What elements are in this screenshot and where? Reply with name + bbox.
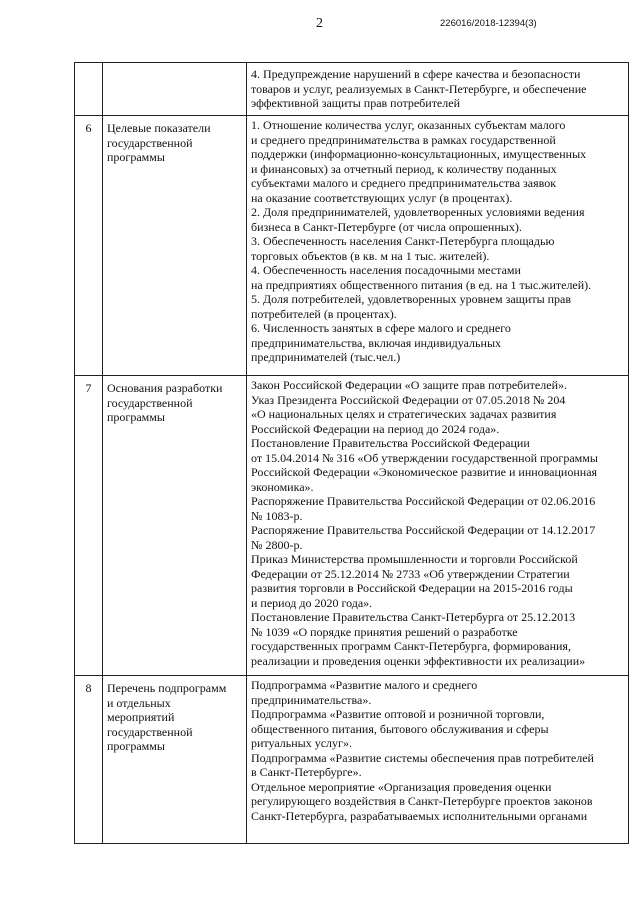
table-row-development-grounds — [75, 376, 629, 676]
row-content-line: 4. Обеспеченность населения посадочными местами — [251, 263, 521, 277]
table-row-continuation — [75, 63, 629, 116]
row-content-line: Указ Президента Российской Федерации от 07.05.2018 № 204 — [251, 392, 566, 407]
row-content-line: в Санкт-Петербурге». — [251, 765, 362, 779]
program-passport-table — [74, 62, 629, 844]
row-content-line: реализации и проведения оценки эффективности их реализации» — [251, 653, 586, 668]
row-content-cell — [247, 63, 629, 116]
row-content-line: и среднего предпринимательства в рамках государственной — [251, 132, 556, 147]
row-content-line: 4. Предупреждение нарушений в сфере качества и безопасности — [251, 67, 581, 81]
row-content-line: бизнеса в Санкт-Петербурге (от числа опрошенных). — [251, 219, 522, 234]
row-content-line: предпринимательства». — [251, 692, 372, 707]
row-number-cell: 6 — [75, 116, 103, 376]
row-name-line: программы — [107, 739, 165, 753]
row-content-line: эффективной защиты прав потребителей — [251, 96, 460, 110]
row-content-line: от 15.04.2014 № 316 «Об утверждении государственной программы — [251, 450, 598, 465]
row-content-line: на предприятиях общественного питания (в ед. на 1 тыс.жителей). — [251, 277, 592, 292]
row-content-line: Федерации от 25.12.2014 № 2733 «Об утверждении Стратегии — [251, 566, 570, 581]
row-name-line: мероприятий — [107, 710, 175, 724]
row-content-line: государственных программ Санкт-Петербурга, формирования, — [251, 639, 571, 653]
row-content-line: 3. Обеспеченность населения Санкт-Петербурга площадью — [251, 234, 555, 248]
row-content-line: № 2800-р. — [251, 537, 303, 552]
row-content-line: субъектами малого и среднего предпринимательства заявок — [251, 176, 557, 190]
row-content-line: 6. Численность занятых в сфере малого и среднего — [251, 321, 511, 335]
row-content-line: Российской Федерации «Экономическое развитие и инновационная — [251, 465, 598, 479]
row-content-line: Российской Федерации на период до 2024 года». — [251, 421, 500, 436]
row-content-line: развития торговли в Российской Федерации на 2015-2016 годы — [251, 581, 573, 595]
row-name-cell — [103, 63, 247, 116]
table-row-target-indicators — [75, 116, 629, 376]
row-number-cell — [75, 63, 103, 116]
row-name-cell — [103, 376, 247, 676]
row-name-line: Перечень подпрограмм — [107, 681, 227, 695]
row-content-line: Подпрограмма «Развитие малого и среднего — [251, 678, 478, 692]
row-content-line: Закон Российской Федерации «О защите прав потребителей». — [251, 378, 567, 392]
row-content-line: ритуальных услуг». — [251, 736, 352, 750]
row-number-cell: 8 — [75, 676, 103, 844]
table-row-subprograms-list — [75, 676, 629, 844]
row-content-line: потребителей (в процентах). — [251, 306, 397, 321]
row-content-line: Санкт-Петербурга, разрабатываемых исполнительными органами — [251, 808, 588, 823]
row-name-line: и отдельных — [107, 695, 171, 710]
document-code: 226016/2018-12394(3) — [440, 18, 537, 29]
row-content-line: «О национальных целях и стратегических задачах развития — [251, 407, 557, 421]
row-content-line: товаров и услуг, реализуемых в Санкт-Петербурге, и обеспечение — [251, 81, 587, 96]
row-content-cell — [247, 116, 629, 376]
row-content-line: Подпрограмма «Развитие системы обеспечения прав потребителей — [251, 750, 594, 765]
row-name-line: государственной — [107, 724, 193, 739]
row-content-line: Подпрограмма «Развитие оптовой и розничной торговли, — [251, 707, 545, 721]
row-content-line: и финансовых) за отчетный период, к количеству поданных — [251, 161, 557, 176]
row-name-line: государственной — [107, 135, 193, 150]
row-content-line: Распоряжение Правительства Российской Федерации от 02.06.2016 — [251, 494, 596, 508]
row-name-cell — [103, 676, 247, 844]
row-name-line: программы — [107, 150, 165, 164]
row-content-cell — [247, 376, 629, 676]
row-content-line: 1. Отношение количества услуг, оказанных субъектам малого — [251, 118, 566, 132]
row-content-line: общественного питания, бытового обслуживания и сферы — [251, 721, 549, 736]
row-content-line: поддержки (информационно-консультационных, имущественных — [251, 147, 587, 161]
row-content-line: предпринимателей (тыс.чел.) — [251, 350, 401, 364]
row-content-line: предпринимательства, включая индивидуальных — [251, 335, 502, 350]
row-content-line: Постановление Правительства Санкт-Петербурга от 25.12.2013 — [251, 610, 576, 624]
row-name-cell — [103, 116, 247, 376]
row-content-line: № 1039 «О порядке принятия решений о разработке — [251, 624, 518, 639]
row-name-line: Целевые показатели — [107, 121, 211, 135]
row-content-line: 5. Доля потребителей, удовлетворенных уровнем защиты прав — [251, 292, 572, 306]
row-content-line: Приказ Министерства промышленности и торговли Российской — [251, 552, 578, 566]
row-name-line: государственной — [107, 395, 193, 410]
row-content-line: экономика». — [251, 479, 314, 494]
row-content-line: торговых объектов (в кв. м на 1 тыс. жителей). — [251, 248, 490, 263]
row-name-line: Основания разработки — [107, 381, 223, 395]
row-content-line: № 1083-р. — [251, 508, 303, 523]
row-content-line: Отдельное мероприятие «Организация проведения оценки — [251, 779, 552, 794]
row-content-line: регулирующего воздействия в Санкт-Петербурге проектов законов — [251, 794, 593, 808]
row-content-line: 2. Доля предпринимателей, удовлетворенных условиями ведения — [251, 205, 585, 219]
row-content-line: и период до 2020 года». — [251, 595, 373, 610]
row-content-line: Распоряжение Правительства Российской Федерации от 14.12.2017 — [251, 523, 596, 537]
row-content-line: Постановление Правительства Российской Федерации — [251, 436, 530, 450]
row-content-cell — [247, 676, 629, 844]
row-content-line: на оказание соответствующих услуг (в процентах). — [251, 190, 513, 205]
page-number: 2 — [316, 16, 323, 31]
row-name-line: программы — [107, 410, 165, 424]
row-number-cell: 7 — [75, 376, 103, 676]
